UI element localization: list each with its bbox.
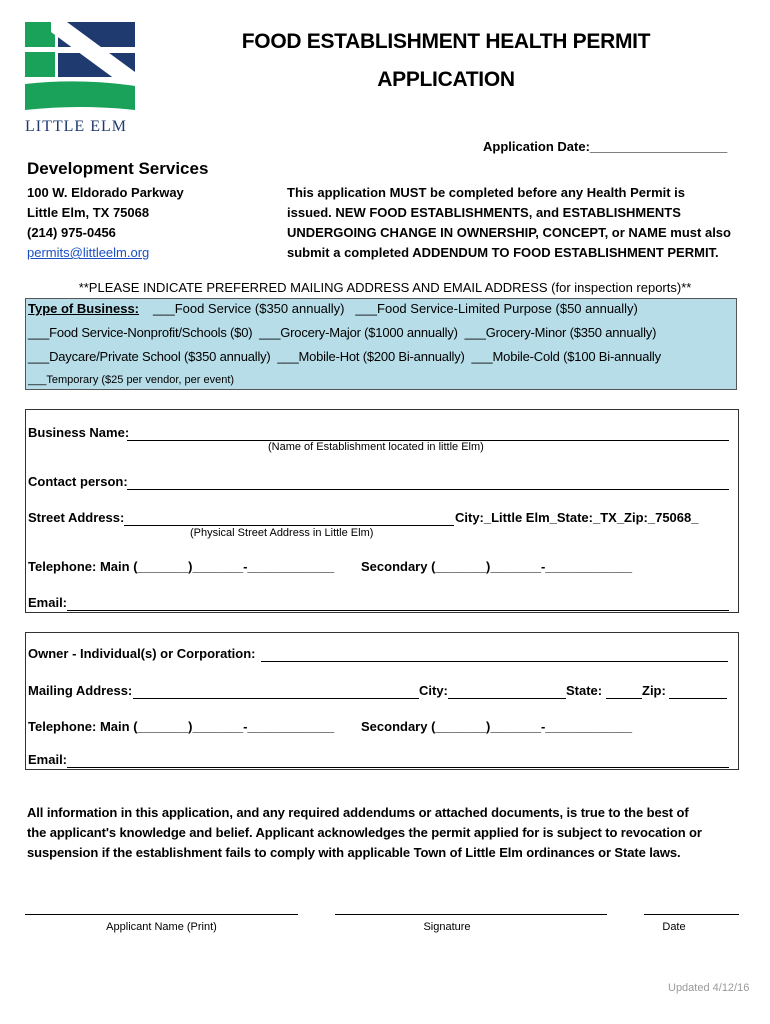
office-address-line1: 100 W. Eldorado Parkway [27,185,184,200]
page-title-line1: FOOD ESTABLISHMENT HEALTH PERMIT [241,30,651,53]
date-label: Date [662,921,686,933]
owner-state-label: State: [566,683,603,698]
updated-date: Updated 4/12/16 [668,982,750,994]
office-email-link[interactable]: permits@littleelm.org [27,245,150,260]
business-type-row2[interactable]: ___Food Service-Nonprofit/Schools ($0) ___Grocery-Major ($1000 annually) ___Grocery-Minor ($350 annually) [28,325,657,340]
street-address-field[interactable] [124,525,454,526]
date-line[interactable] [644,914,739,915]
signature-line[interactable] [335,914,607,915]
owner-zip-label: Zip: [642,683,666,698]
owner-city-label: City: [419,683,448,698]
owner-zip-field[interactable] [669,698,727,699]
office-address-line2: Little Elm, TX 75068 [27,205,150,220]
owner-state-field[interactable] [606,698,642,699]
contact-person-field[interactable] [127,489,729,490]
application-date-field[interactable]: Application Date:___________________ [483,139,728,154]
mailing-address-field[interactable] [133,698,419,699]
street-address-label: Street Address: [28,510,125,525]
attestation-line2: the applicant's knowledge and belief. Applicant acknowledges the permit applied for is subject to revocation or [27,825,702,840]
owner-phone-secondary[interactable]: Secondary (_______)_______-____________ [361,719,633,734]
page-title-line2: APPLICATION [377,68,515,91]
owner-city-field[interactable] [448,698,566,699]
attestation-line3: suspension if the establishment fails to comply with applicable Town of Little Elm ordinances or State laws. [27,845,681,860]
business-name-label: Business Name: [28,425,130,440]
applicant-name-line[interactable] [25,914,298,915]
owner-field[interactable] [261,661,728,662]
notice-line3: UNDERGOING CHANGE IN OWNERSHIP, CONCEPT, or NAME must also [287,225,731,240]
business-email-field[interactable] [67,610,729,611]
business-phone-secondary[interactable]: Secondary (_______)_______-____________ [361,559,633,574]
mailing-address-label: Mailing Address: [28,683,133,698]
little-elm-logo [25,22,137,140]
street-address-hint: (Physical Street Address in Little Elm) [190,527,374,539]
business-type-label: Type of Business: [28,301,140,316]
business-email-label: Email: [28,595,68,610]
business-type-row3[interactable]: ___Daycare/Private School ($350 annually) ___Mobile-Hot ($200 Bi-annually) ___Mobile-Cold ($100 Bi-annually [28,349,661,364]
notice-line2: issued. NEW FOOD ESTABLISHMENTS, and ESTABLISHMENTS [287,205,681,220]
city-state-zip-fixed: City:_Little Elm_State:_TX_Zip:_75068_ [455,510,699,525]
business-type-row1[interactable]: ___Food Service ($350 annually) ___Food Service-Limited Purpose ($50 annually) [153,301,638,316]
office-phone: (214) 975-0456 [27,225,116,240]
notice-line4: submit a completed ADDENDUM TO FOOD ESTABLISHMENT PERMIT. [287,245,719,260]
attestation-line1: All information in this application, and any required addendums or attached documents, is true to the best of [27,805,689,820]
business-type-row4[interactable]: ___Temporary ($25 per vendor, per event) [28,374,235,386]
owner-email-field[interactable] [67,767,729,768]
owner-phone-main[interactable]: Telephone: Main (_______)_______-____________ [28,719,335,734]
notice-line1: This application MUST be completed before any Health Permit is [287,185,686,200]
signature-label: Signature [423,921,471,933]
business-phone-main[interactable]: Telephone: Main (_______)_______-____________ [28,559,335,574]
owner-label: Owner - Individual(s) or Corporation: [28,646,256,661]
logo-text: LITTLE ELM [25,118,127,135]
business-name-hint: (Name of Establishment located in little Elm) [268,441,484,453]
owner-email-label: Email: [28,752,68,767]
contact-person-label: Contact person: [28,474,128,489]
department-name: Development Services [27,159,209,178]
applicant-name-label: Applicant Name (Print) [106,921,217,933]
mailing-note: **PLEASE INDICATE PREFERRED MAILING ADDRESS AND EMAIL ADDRESS (for inspection reports)** [78,280,692,295]
